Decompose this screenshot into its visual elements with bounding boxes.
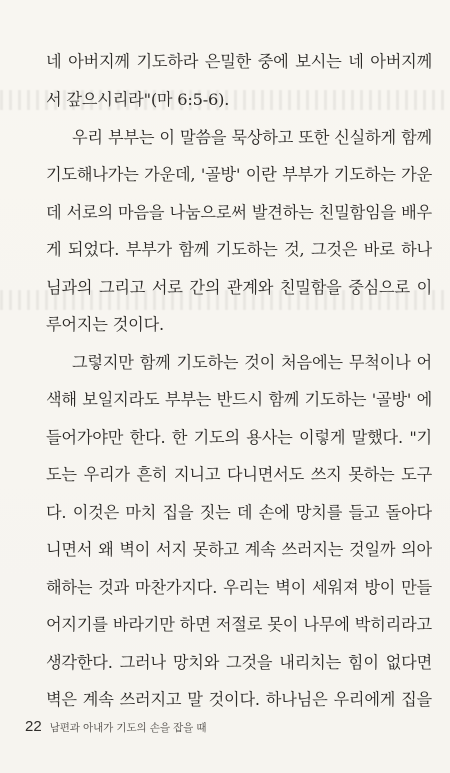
text-line: 니면서 왜 벽이 서지 못하고 계속 쓰러지는 것일까 의아	[46, 540, 432, 559]
text-line: 데 서로의 마음을 나눔으로써 발견하는 친밀함임을 배우	[46, 203, 432, 222]
running-title: 남편과 아내가 기도의 손을 잡을 때	[49, 722, 207, 734]
text-line: 도는 우리가 흔히 지니고 다니면서도 쓰지 못하는 도구	[46, 465, 432, 484]
text-line: 우리 부부는 이 말씀을 묵상하고 또한 신실하게 함께	[72, 128, 432, 147]
text-line: 네 아버지께 기도하라 은밀한 중에 보시는 네 아버지께	[46, 52, 432, 71]
text-line: 기도해나가는 가운데, '골방' 이란 부부가 기도하는 가운	[46, 165, 432, 184]
text-line: 생각한다. 그러나 망치와 그것을 내리치는 힘이 없다면	[46, 653, 432, 672]
text-line: 다. 이것은 마치 집을 짓는 데 손에 망치를 들고 돌아다	[46, 503, 432, 522]
text-line: 서 갚으시리라"(마 6:5-6).	[46, 90, 230, 109]
text-line: 들어가야만 한다. 한 기도의 용사는 이렇게 말했다. "기	[46, 428, 432, 447]
text-line: 루어지는 것이다.	[46, 315, 164, 334]
text-line: 벽은 계속 쓰러지고 말 것이다. 하나님은 우리에게 집을	[46, 690, 432, 709]
text-line: 게 되었다. 부부가 함께 기도하는 것, 그것은 바로 하나	[46, 240, 432, 259]
text-line: 색해 보일지라도 부부는 반드시 함께 기도하는 '골방' 에	[46, 390, 432, 409]
text-line: 해하는 것과 마찬가지다. 우리는 벽이 세워져 방이 만들	[46, 578, 432, 597]
text-line: 그렇지만 함께 기도하는 것이 처음에는 무척이나 어	[72, 353, 432, 372]
text-line: 어지기를 바라기만 하면 저절로 못이 나무에 박히리라고	[46, 615, 432, 634]
page-footer	[25, 718, 206, 738]
text-line: 님과의 그리고 서로 간의 관계와 친밀함을 중심으로 이	[46, 278, 432, 297]
page-number: 22	[25, 718, 42, 735]
